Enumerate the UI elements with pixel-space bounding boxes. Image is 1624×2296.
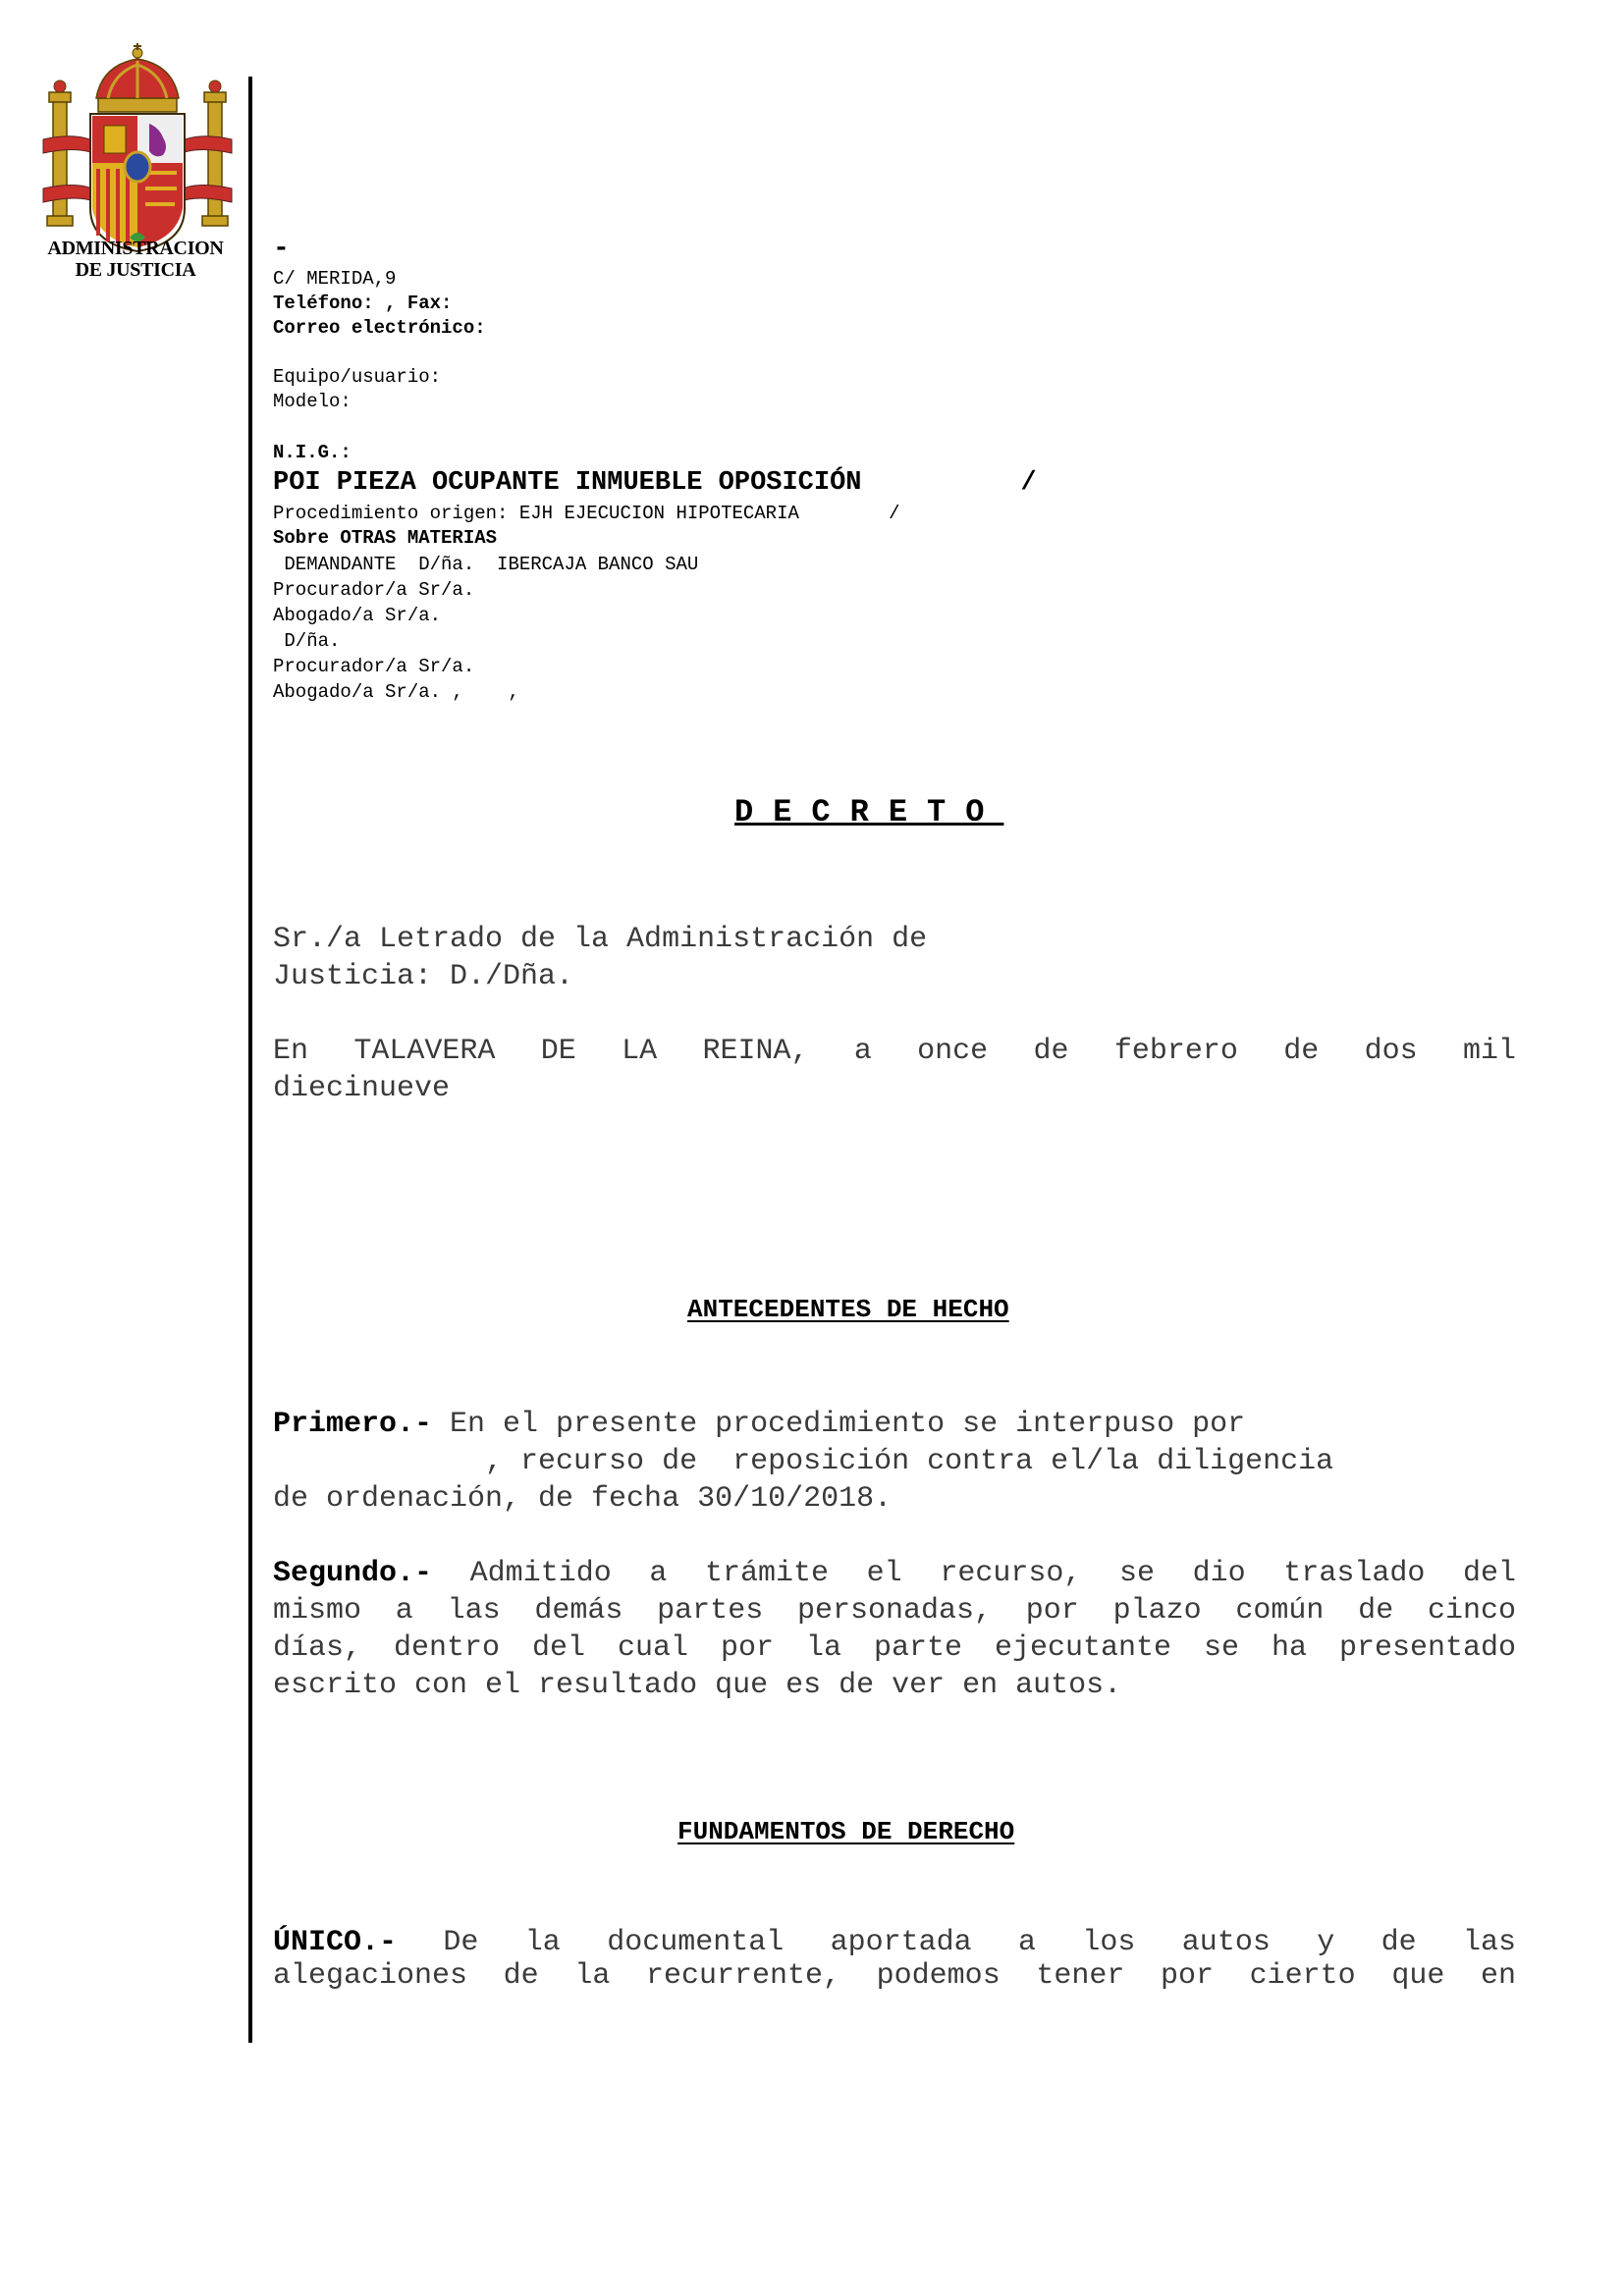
shield-icon — [90, 114, 185, 251]
segundo-text: escrito con el resultado que es de ver en autos. — [273, 1669, 1122, 1702]
plaintiff-party: DEMANDANTE D/ña. IBERCAJA BANCO SAU — [273, 554, 699, 575]
unico-label: ÚNICO.- — [273, 1926, 398, 1959]
segundo-text: Admitido a trámite el recurso, se dio traslado del — [432, 1557, 1516, 1590]
court-email: Correo electrónico: — [273, 317, 486, 339]
clerk-line: Sr./a Letrado de la Administración de — [273, 923, 928, 956]
paragraph-primero — [273, 1406, 1516, 1518]
team-user: Equipo/usuario: — [273, 366, 442, 388]
court-phone-fax: Teléfono: , Fax: — [273, 293, 453, 314]
paragraph-unico — [273, 1926, 1516, 1993]
second-procurator: Procurador/a Sr/a. — [273, 656, 475, 677]
segundo-text: días, dentro del cual por la parte ejecutante se ha presentado — [273, 1631, 1516, 1665]
unico-text: alegaciones de la recurrente, podemos tener por cierto que en — [273, 1959, 1516, 1993]
origin-procedure: Procedimiento origen: EJH EJECUCION HIPOTECARIA / — [273, 503, 900, 524]
right-pillar-icon — [202, 80, 228, 226]
second-party: D/ña. — [273, 630, 341, 652]
paragraph-segundo — [273, 1555, 1516, 1704]
margin-vertical-rule — [248, 77, 252, 2043]
crown-icon — [96, 43, 179, 112]
procedure-title: POI PIEZA OCUPANTE INMUEBLE OPOSICIÓN / — [273, 468, 1037, 498]
unico-text: De la documental aportada a los autos y de las — [397, 1926, 1516, 1959]
primero-text: En el presente procedimiento se interpuso por — [432, 1408, 1246, 1441]
subject-matter: Sobre OTRAS MATERIAS — [273, 527, 498, 549]
segundo-label: Segundo.- — [273, 1557, 433, 1590]
clerk-paragraph — [273, 921, 1516, 995]
left-pillar-icon — [47, 80, 73, 226]
clerk-line: Justicia: D./Dña. — [273, 960, 574, 993]
section-heading-fundamentos: FUNDAMENTOS DE DERECHO — [677, 1817, 1015, 1846]
model: Modelo: — [273, 391, 352, 412]
primero-text: de ordenación, de fecha 30/10/2018. — [273, 1482, 893, 1516]
primero-label: Primero.- — [273, 1408, 433, 1441]
coat-of-arms-emblem — [39, 41, 236, 257]
nig-number: N.I.G.: — [273, 442, 352, 463]
agency-name-line1: ADMINISTRACION — [47, 238, 224, 259]
date-line: En TALAVERA DE LA REINA, a once de febrero de dos mil — [273, 1035, 1516, 1068]
document-title: DECRETO — [734, 794, 1004, 830]
court-address: C/ MERIDA,9 — [273, 268, 397, 290]
primero-text: , recurso de reposición contra el/la diligencia — [273, 1445, 1334, 1478]
plaintiff-lawyer: Abogado/a Sr/a. — [273, 605, 442, 626]
agency-name — [27, 238, 244, 281]
court-name-dash: - — [273, 234, 290, 264]
plaintiff-procurator: Procurador/a Sr/a. — [273, 579, 475, 601]
agency-name-line2: DE JUSTICIA — [75, 259, 196, 281]
section-heading-antecedentes: ANTECEDENTES DE HECHO — [687, 1295, 1009, 1324]
segundo-text: mismo a las demás partes personadas, por plazo común de cinco — [273, 1594, 1516, 1628]
date-paragraph — [273, 1033, 1516, 1107]
date-line: diecinueve — [273, 1072, 451, 1105]
second-lawyer: Abogado/a Sr/a. , , — [273, 681, 519, 703]
